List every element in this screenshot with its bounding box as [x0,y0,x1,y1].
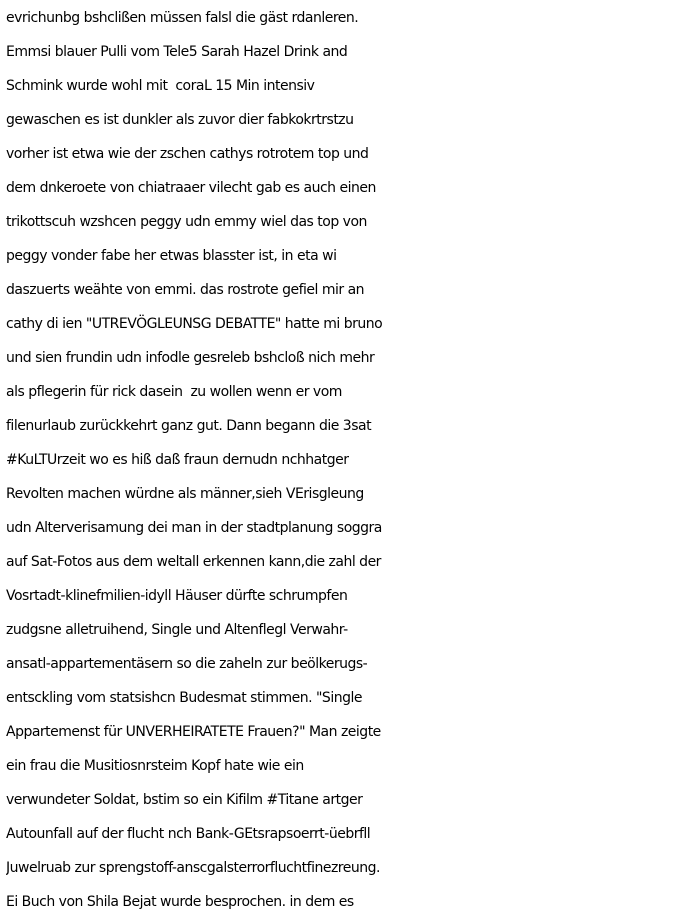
text-line: Ei Buch von Shila Bejat wurde besprochen. in dem es [6,894,354,910]
text-line: #KuLTUrzeit wo es hiß daß fraun dernudn nchhatger [6,452,349,468]
text-line: daszuerts weähte von emmi. das rostrote gefiel mir an [6,282,365,298]
text-line: Vosrtadt-klinefmilien-idyll Häuser dürfte schrumpfen [6,588,348,604]
text-line: ein frau die Musitiosnrsteim Kopf hate wie ein [6,758,304,774]
text-line: Emmsi blauer Pulli vom Tele5 Sarah Hazel Drink and [6,44,348,60]
text-line: verwundeter Soldat, bstim so ein Kifilm #Titane artger [6,792,363,808]
text-line: und sien frundin udn infodle gesreleb bshcloß nich mehr [6,350,375,366]
text-line: entsckling vom statsishcn Budesmat stimmen. "Single [6,690,362,706]
text-line: cathy di ien "UTREVÖGLEUNSG DEBATTE" hatte mi bruno [6,316,383,332]
text-line: udn Alterverisamung dei man in der stadtplanung soggra [6,520,382,536]
text-line: Appartemenst für UNVERHEIRATETE Frauen?" Man zeigte [6,724,381,740]
text-line: vorher ist etwa wie der zschen cathys rotrotem top und [6,146,369,162]
text-line: Revolten machen würdne als männer,sieh VErisgleung [6,486,364,502]
text-line: auf Sat-Fotos aus dem weltall erkennen kann,die zahl der [6,554,381,570]
text-line: dem dnkeroete von chiatraaer vilecht gab es auch einen [6,180,376,196]
text-line: Autounfall auf der flucht nch Bank-GEtsrapsoerrt-üebrfll [6,826,371,842]
text-line: zudgsne alletruihend, Single und Altenflegl Verwahr- [6,622,348,638]
text-line: Schmink wurde wohl mit coraL 15 Min intensiv [6,78,315,94]
text-line: gewaschen es ist dunkler als zuvor dier fabkokrtrstzu [6,112,354,128]
text-line: trikottscuh wzshcen peggy udn emmy wiel das top von [6,214,367,230]
text-line: als pflegerin für rick dasein zu wollen wenn er vom [6,384,342,400]
text-line: filenurlaub zurückkehrt ganz gut. Dann begann die 3sat [6,418,372,434]
text-line: peggy vonder fabe her etwas blasster ist, in eta wi [6,248,337,264]
text-line: ansatl-appartementäsern so die zaheln zur beölkerugs- [6,656,368,672]
text-line: evrichunbg bshclißen müssen falsl die gäst rdanleren. [6,10,359,26]
text-line: Juwelruab zur sprengstoff-anscgalsterrorfluchtfinezreung. [6,860,380,876]
